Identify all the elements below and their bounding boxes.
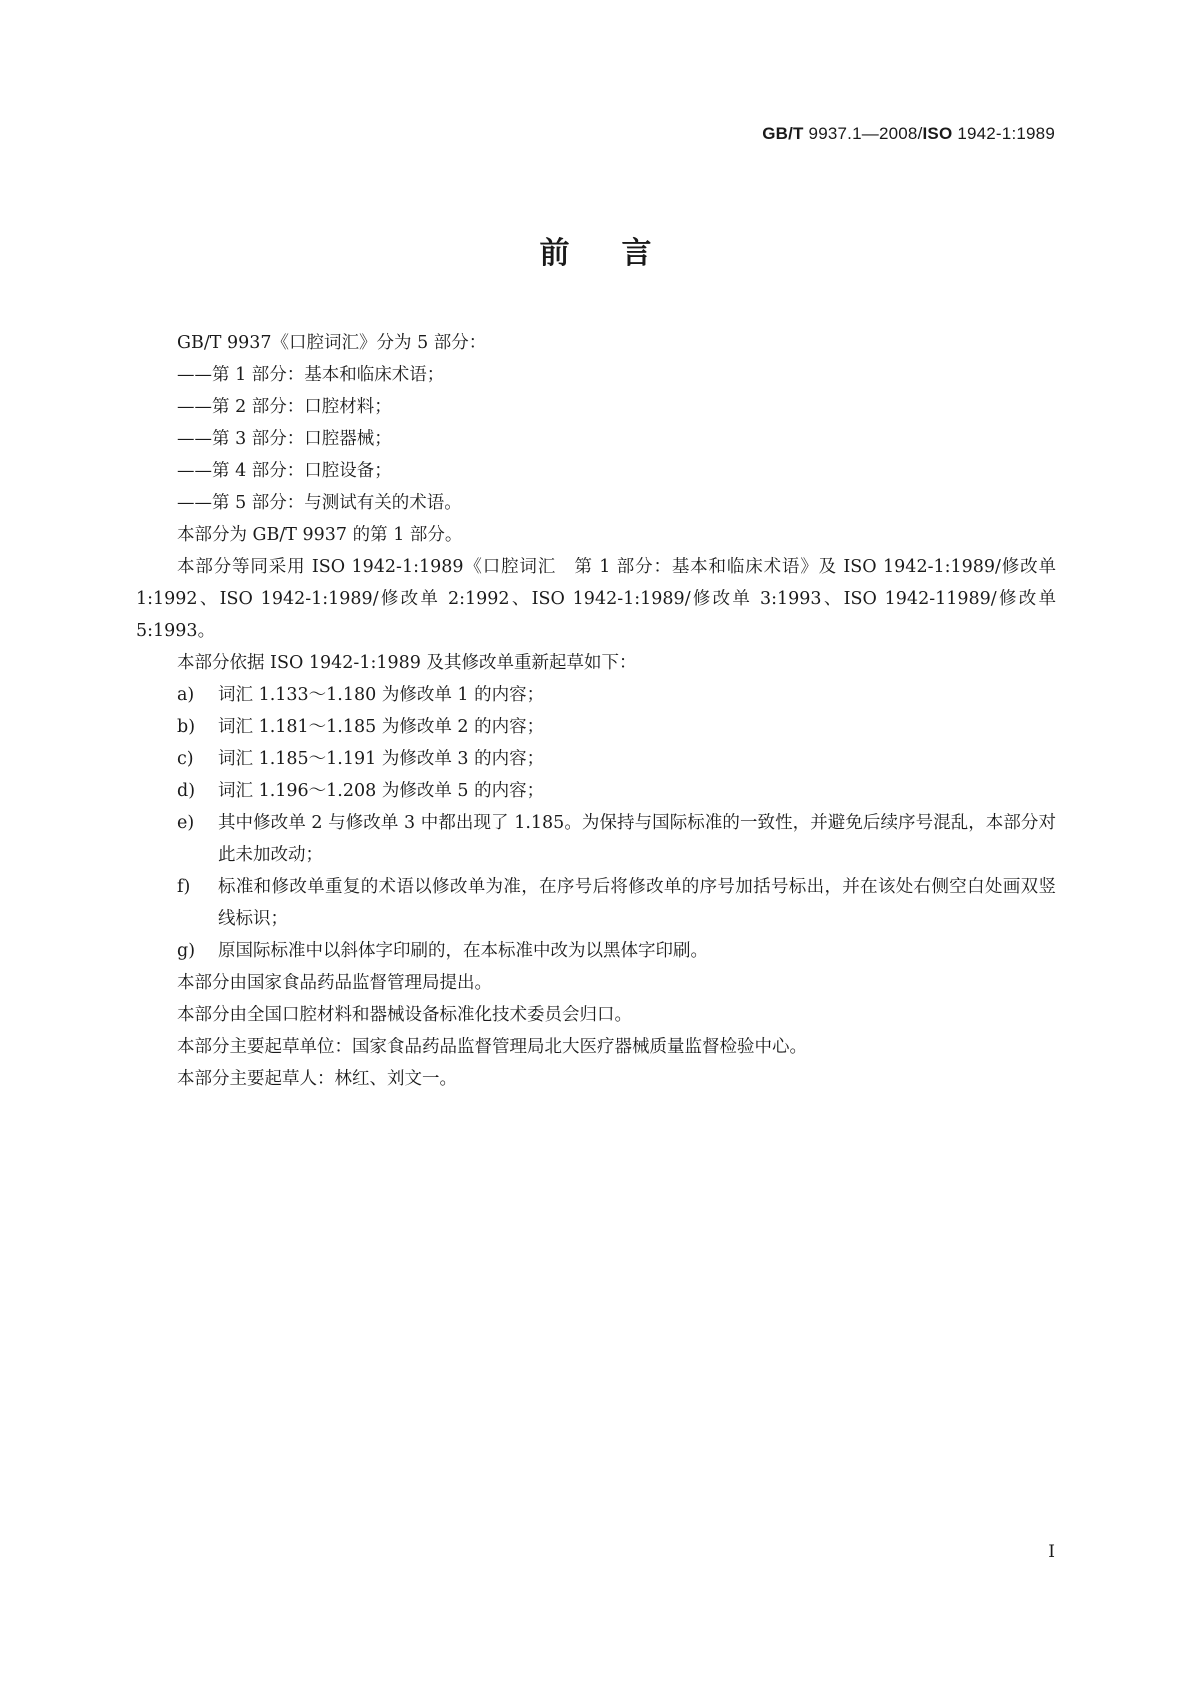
adoption-paragraph: 本部分等同采用 ISO 1942-1:1989《口腔词汇 第 1 部分：基本和临床术语》及 ISO 1942-1:1989/修改单 1:1992、ISO 1942-1:1989/修改单 2:1992、ISO 1942-1:1989/修改单 3:1993、ISO 1942-11989/修改单 5:1993。 [136, 557, 1056, 641]
list-marker: b) [177, 717, 196, 737]
drafting-unit-paragraph: 本部分主要起草单位：国家食品药品监督管理局北大医疗器械质量监督检验中心。 [177, 1037, 807, 1057]
list-item [136, 871, 1056, 935]
standard-code-prefix: GB/T [762, 124, 804, 143]
list-item [136, 743, 1056, 775]
list-item [136, 935, 1056, 967]
part-3-line: ——第 3 部分：口腔器械； [177, 429, 392, 449]
list-marker: c) [177, 749, 194, 769]
standard-code-header [762, 124, 1055, 144]
proposed-by-paragraph: 本部分由国家食品药品监督管理局提出。 [177, 973, 492, 993]
list-marker: a) [177, 685, 195, 705]
part-2-line: ——第 2 部分：口腔材料； [177, 397, 392, 417]
list-item [136, 807, 1056, 871]
document-body [136, 327, 1056, 1095]
drafters-paragraph: 本部分主要起草人：林红、刘文一。 [177, 1069, 457, 1089]
list-text: 标准和修改单重复的术语以修改单为准，在序号后将修改单的序号加括号标出，并在该处右侧空白处画双竖线标识； [218, 877, 1056, 929]
list-text: 原国际标准中以斜体字印刷的，在本标准中改为以黑体字印刷。 [218, 941, 708, 961]
list-item [136, 679, 1056, 711]
part-1-line: ——第 1 部分：基本和临床术语； [177, 365, 445, 385]
iso-prefix: ISO [922, 124, 953, 143]
list-marker: d) [177, 781, 196, 801]
page-number: I [1048, 1542, 1055, 1562]
list-item [136, 711, 1056, 743]
centralized-by-paragraph: 本部分由全国口腔材料和器械设备标准化技术委员会归口。 [177, 1005, 632, 1025]
list-marker: f) [177, 877, 191, 897]
this-part-paragraph: 本部分为 GB/T 9937 的第 1 部分。 [177, 525, 463, 545]
list-item [136, 775, 1056, 807]
list-marker: e) [177, 813, 195, 833]
list-text: 词汇 1.196～1.208 为修改单 5 的内容； [218, 781, 545, 801]
intro-paragraph: GB/T 9937《口腔词汇》分为 5 部分： [177, 333, 487, 353]
list-marker: g) [177, 941, 196, 961]
redraft-paragraph: 本部分依据 ISO 1942-1:1989 及其修改单重新起草如下： [177, 653, 637, 673]
list-text: 词汇 1.181～1.185 为修改单 2 的内容； [218, 717, 545, 737]
part-5-line: ——第 5 部分：与测试有关的术语。 [177, 493, 462, 513]
list-text: 词汇 1.185～1.191 为修改单 3 的内容； [218, 749, 545, 769]
part-4-line: ——第 4 部分：口腔设备； [177, 461, 392, 481]
standard-code-number: 9937.1—2008/ [803, 124, 923, 143]
list-text: 词汇 1.133～1.180 为修改单 1 的内容； [218, 685, 545, 705]
page-title: 前言 [539, 236, 704, 271]
iso-number: 1942-1:1989 [952, 124, 1055, 143]
list-text: 其中修改单 2 与修改单 3 中都出现了 1.185。为保持与国际标准的一致性，并避免后续序号混乱，本部分对此未加改动； [218, 813, 1056, 865]
